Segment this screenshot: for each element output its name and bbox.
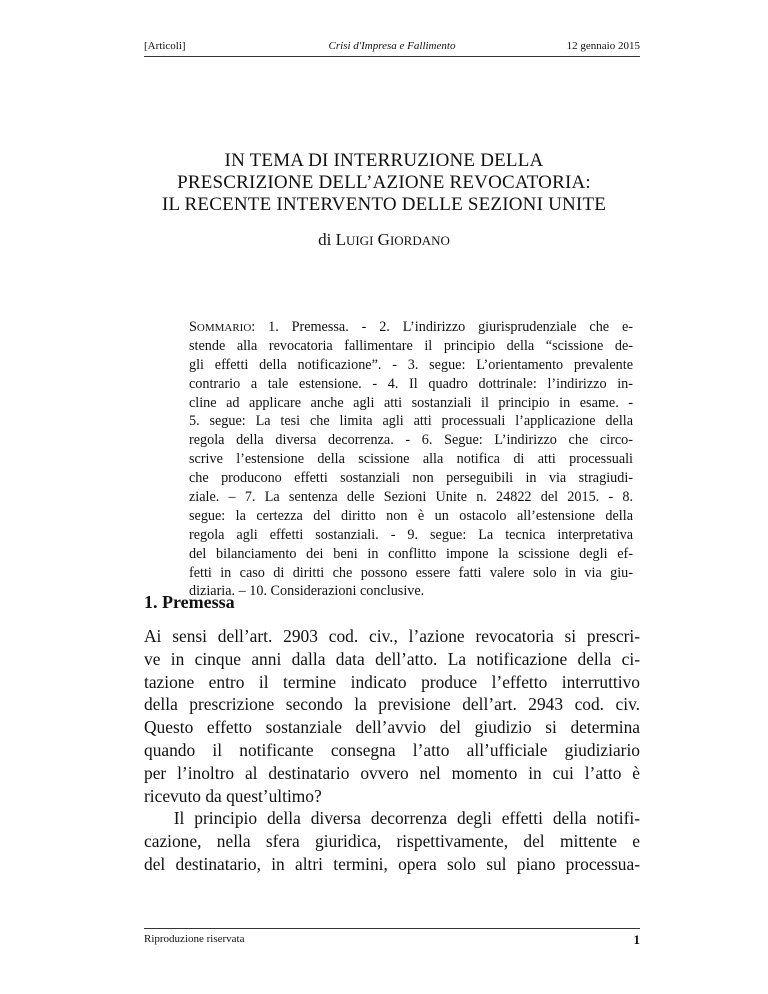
- summary-line: scrive l’estensione della scissione alla notifica di atti processuali: [189, 451, 633, 468]
- summary-line: gli effetti della notificazione”. - 3. segue: L’orientamento prevalente: [189, 356, 633, 373]
- body-line: per l’inoltro al destinatario ovvero nel momento in cui l’atto è: [144, 762, 640, 783]
- body-line: Ai sensi dell’art. 2903 cod. civ., l’azione revocatoria si prescri-: [144, 626, 640, 646]
- body-line: Questo effetto sostanziale dell’avvio del giudizio si determina: [144, 717, 640, 738]
- header-date: 12 gennaio 2015: [566, 40, 640, 52]
- article-title: [120, 150, 648, 216]
- summary-label-rest: OMMARIO: [196, 322, 252, 334]
- body-line: della prescrizione secondo la previsione dell’art. 2943 cod. civ.: [144, 694, 640, 715]
- summary-label-initial: S: [189, 319, 197, 335]
- summary-first-line-text: : 1. Premessa. - 2. L’indirizzo giurisprudenziale che e-: [251, 319, 633, 335]
- header-section-label: [Articoli]: [144, 40, 186, 52]
- page-footer: [144, 928, 640, 949]
- summary-line: regola della diversa decorrenza. - 6. Segue: L’indirizzo che circo-: [189, 432, 633, 449]
- author-first-initial: L: [335, 230, 346, 249]
- author-last-initial: G: [377, 230, 390, 249]
- title-line: PRESCRIZIONE DELL’AZIONE REVOCATORIA:: [177, 172, 591, 193]
- author-first-rest: UIGI: [345, 233, 374, 248]
- body-line: quando il notificante consegna l’atto all’ufficiale giudiziario: [144, 739, 640, 760]
- header-journal-title: Crisi d'Impresa e Fallimento: [328, 40, 456, 52]
- summary-line: del bilanciamento dei beni in conflitto impone la scissione degli ef-: [189, 545, 633, 562]
- section-body: [144, 625, 640, 876]
- summary-line: diziaria. – 10. Considerazioni conclusive.: [189, 583, 425, 600]
- summary-line: segue: la certezza del diritto non è un ostacolo all’estensione della: [189, 507, 633, 524]
- body-line: tazione entro il termine indicato produce l’effetto interruttivo: [144, 671, 640, 692]
- summary-line: ziale. – 7. La sentenza delle Sezioni Unite n. 24822 del 2015. - 8.: [189, 489, 633, 506]
- title-line: IL RECENTE INTERVENTO DELLE SEZIONI UNITE: [161, 194, 607, 215]
- body-line: Il principio della diversa decorrenza degli effetti della notifi-: [144, 808, 640, 829]
- summary-line: che producono effetti sostanziali non perseguibili in via stragiudi-: [189, 470, 633, 487]
- body-line: ricevuto da quest’ultimo?: [144, 785, 322, 806]
- running-header: [144, 38, 640, 57]
- summary-line: fetti in caso di diritti che possono essere fatti valere solo in via giu-: [189, 564, 633, 581]
- body-line: ve in cinque anni dalla data dell’atto. La notificazione della ci-: [144, 648, 640, 669]
- summary-line: stende alla revocatoria fallimentare il principio della “scissione de-: [189, 337, 633, 354]
- summary-line: 5. segue: La tesi che limita agli atti processuali l’applicazione della: [189, 413, 633, 430]
- page-number: 1: [633, 932, 640, 947]
- author-last-rest: IORDANO: [389, 233, 450, 248]
- summary-line: [189, 318, 633, 337]
- author-prefix: di: [318, 230, 336, 249]
- body-line: cazione, nella sfera giuridica, rispettivamente, del mittente e: [144, 831, 640, 852]
- title-line: IN TEMA DI INTERRUZIONE DELLA: [224, 150, 544, 171]
- footer-copyright: Riproduzione riservata: [144, 933, 245, 945]
- summary-line: cline ad applicare anche agli atti sostanziali il principio in esame. -: [189, 394, 633, 411]
- summary-block: [189, 318, 633, 601]
- author-byline: [120, 230, 648, 250]
- section-heading: 1. Premessa: [144, 592, 235, 612]
- summary-line: regola agli effetti sostanziali. - 9. segue: La tecnica interpretativa: [189, 526, 633, 543]
- body-line: del destinatario, in altri termini, opera solo sul piano processua-: [144, 853, 640, 874]
- summary-line: contrario a tale estensione. - 4. Il quadro dottrinale: l’indirizzo in-: [189, 375, 633, 392]
